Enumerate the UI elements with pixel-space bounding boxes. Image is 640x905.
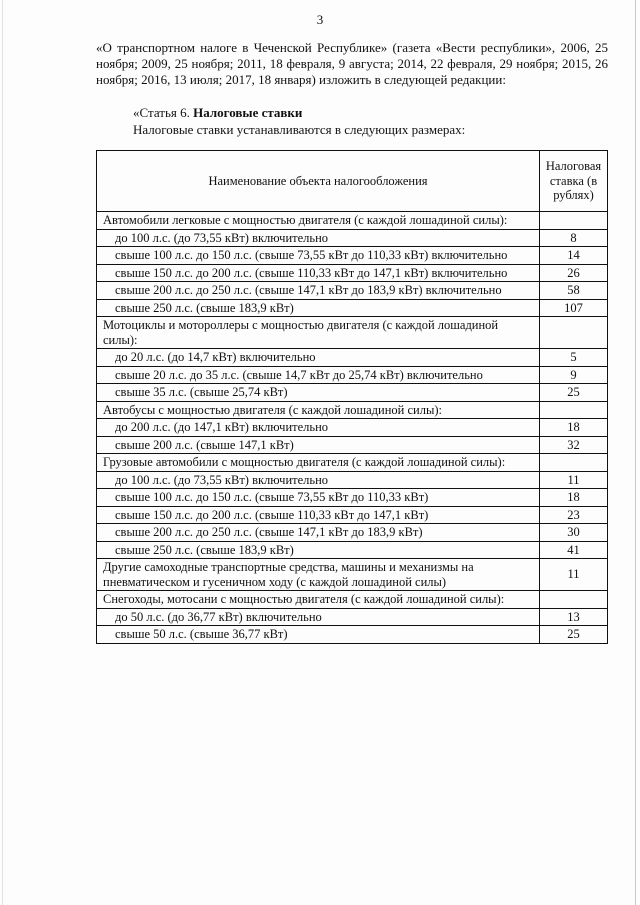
- header-object-name: Наименование объекта налогообложения: [97, 151, 540, 212]
- row-tax-rate: 30: [540, 524, 608, 542]
- row-object-name: свыше 250 л.с. (свыше 183,9 кВт): [97, 541, 540, 559]
- table-row: [97, 626, 608, 644]
- row-tax-rate: 32: [540, 436, 608, 454]
- row-object-name: свыше 200 л.с. до 250 л.с. (свыше 147,1 кВт до 183,9 кВт) включительно: [97, 282, 540, 300]
- row-object-name: Мотоциклы и мотороллеры с мощностью двигателя (с каждой лошадиной силы):: [97, 317, 540, 349]
- table-row: [97, 454, 608, 472]
- article-prefix: «Статья 6.: [133, 105, 190, 120]
- scan-edge-left: [2, 0, 3, 905]
- row-object-name: свыше 250 л.с. (свыше 183,9 кВт): [97, 299, 540, 317]
- table-row: [97, 299, 608, 317]
- intro-paragraph: [96, 40, 608, 88]
- row-tax-rate: 107: [540, 299, 608, 317]
- table-row: [97, 489, 608, 507]
- table-row: [97, 264, 608, 282]
- scan-edge-right: [635, 0, 636, 905]
- table-header-row: [97, 151, 608, 212]
- row-tax-rate: 18: [540, 489, 608, 507]
- row-object-name: свыше 200 л.с. (свыше 147,1 кВт): [97, 436, 540, 454]
- table-row: [97, 401, 608, 419]
- row-object-name: Автомобили легковые с мощностью двигателя (с каждой лошадиной силы):: [97, 212, 540, 230]
- table-row: [97, 282, 608, 300]
- table-row: [97, 384, 608, 402]
- table-row: [97, 506, 608, 524]
- row-tax-rate: 25: [540, 384, 608, 402]
- article-heading: [133, 105, 302, 121]
- row-object-name: свыше 150 л.с. до 200 л.с. (свыше 110,33 кВт до 147,1 кВт): [97, 506, 540, 524]
- tax-rates-table: [96, 150, 608, 644]
- page-number: 3: [316, 12, 324, 27]
- row-tax-rate: [540, 591, 608, 609]
- row-object-name: Снегоходы, мотосани с мощностью двигателя (с каждой лошадиной силы):: [97, 591, 540, 609]
- row-object-name: свыше 100 л.с. до 150 л.с. (свыше 73,55 кВт до 110,33 кВт) включительно: [97, 247, 540, 265]
- row-tax-rate: 5: [540, 349, 608, 367]
- row-tax-rate: [540, 401, 608, 419]
- table-row: [97, 349, 608, 367]
- row-tax-rate: [540, 212, 608, 230]
- intro-text: «О транспортном налоге в Чеченской Республике» (газета «Вести республики», 2006, 25 ноября; 2009, 25 ноября; 2011, 18 февраля, 9 августа; 2014, 22 февраля, 29 ноября; 2015, 26 ноября; 2016, 13 июля; 2017, 18 января) изложить в следующей редакции:: [96, 40, 608, 87]
- row-tax-rate: 14: [540, 247, 608, 265]
- table-row: [97, 317, 608, 349]
- row-tax-rate: [540, 317, 608, 349]
- row-object-name: Другие самоходные транспортные средства, машины и механизмы на пневматическом и гусеничном ходу (с каждой лошадиной силы): [97, 559, 540, 591]
- table-row: [97, 524, 608, 542]
- table-row: [97, 366, 608, 384]
- table-row: [97, 229, 608, 247]
- row-object-name: до 100 л.с. (до 73,55 кВт) включительно: [97, 471, 540, 489]
- row-tax-rate: 11: [540, 471, 608, 489]
- table-row: [97, 541, 608, 559]
- table-row: [97, 247, 608, 265]
- row-tax-rate: 9: [540, 366, 608, 384]
- row-tax-rate: 11: [540, 559, 608, 591]
- row-object-name: до 20 л.с. (до 14,7 кВт) включительно: [97, 349, 540, 367]
- header-tax-rate: Налоговая ставка (в рублях): [540, 151, 608, 212]
- row-object-name: свыше 35 л.с. (свыше 25,74 кВт): [97, 384, 540, 402]
- row-tax-rate: 26: [540, 264, 608, 282]
- row-object-name: свыше 150 л.с. до 200 л.с. (свыше 110,33 кВт до 147,1 кВт) включительно: [97, 264, 540, 282]
- row-tax-rate: 23: [540, 506, 608, 524]
- article-lead: Налоговые ставки устанавливаются в следующих размерах:: [133, 122, 466, 137]
- table-row: [97, 559, 608, 591]
- table-row: [97, 212, 608, 230]
- row-object-name: свыше 100 л.с. до 150 л.с. (свыше 73,55 кВт до 110,33 кВт): [97, 489, 540, 507]
- row-object-name: до 200 л.с. (до 147,1 кВт) включительно: [97, 419, 540, 437]
- table-row: [97, 608, 608, 626]
- row-object-name: свыше 20 л.с. до 35 л.с. (свыше 14,7 кВт до 25,74 кВт) включительно: [97, 366, 540, 384]
- row-tax-rate: 13: [540, 608, 608, 626]
- row-tax-rate: 41: [540, 541, 608, 559]
- row-object-name: Автобусы с мощностью двигателя (с каждой лошадиной силы):: [97, 401, 540, 419]
- row-tax-rate: 58: [540, 282, 608, 300]
- row-tax-rate: 18: [540, 419, 608, 437]
- row-object-name: свыше 50 л.с. (свыше 36,77 кВт): [97, 626, 540, 644]
- row-tax-rate: 25: [540, 626, 608, 644]
- table-row: [97, 419, 608, 437]
- table-row: [97, 436, 608, 454]
- row-object-name: до 50 л.с. (до 36,77 кВт) включительно: [97, 608, 540, 626]
- row-tax-rate: [540, 454, 608, 472]
- table-row: [97, 591, 608, 609]
- article-title: Налоговые ставки: [193, 105, 303, 120]
- row-object-name: Грузовые автомобили с мощностью двигателя (с каждой лошадиной силы):: [97, 454, 540, 472]
- table-row: [97, 471, 608, 489]
- row-object-name: свыше 200 л.с. до 250 л.с. (свыше 147,1 кВт до 183,9 кВт): [97, 524, 540, 542]
- row-object-name: до 100 л.с. (до 73,55 кВт) включительно: [97, 229, 540, 247]
- row-tax-rate: 8: [540, 229, 608, 247]
